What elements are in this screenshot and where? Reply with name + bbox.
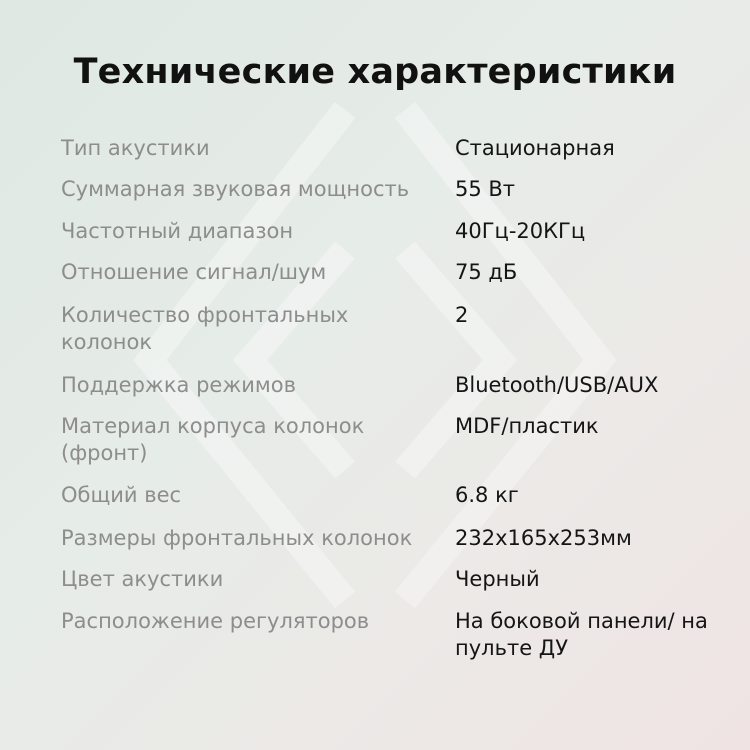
- spec-value: На боковой панели/ на пульте ДУ: [455, 609, 708, 660]
- spec-value: Bluetooth/USB/AUX: [455, 373, 659, 397]
- spec-label: Поддержка режимов: [61, 373, 296, 397]
- spec-value: 232x165x253мм: [455, 526, 632, 550]
- spec-value: 40Гц-20КГц: [455, 219, 586, 243]
- spec-label: Частотный диапазон: [61, 219, 294, 243]
- spec-value: Стационарная: [455, 136, 615, 160]
- spec-label: Тип акустики: [61, 136, 210, 160]
- spec-value: 55 Вт: [455, 177, 516, 201]
- spec-label: Общий вес: [61, 483, 182, 507]
- page-title: Технические характеристики: [73, 52, 677, 92]
- spec-label: Отношение сигнал/шум: [61, 260, 327, 284]
- spec-label: Размеры фронтальных колонок: [61, 526, 413, 550]
- spec-label: Расположение регуляторов: [61, 609, 370, 633]
- spec-label: Цвет акустики: [61, 567, 224, 591]
- spec-value: MDF/пластик: [455, 414, 599, 438]
- spec-label: Материал корпуса колонок (фронт): [61, 414, 365, 465]
- spec-value: 6.8 кг: [455, 483, 519, 507]
- spec-value: Черный: [455, 567, 540, 591]
- spec-value: 2: [455, 303, 469, 327]
- spec-label: Количество фронтальных колонок: [61, 303, 349, 354]
- spec-value: 75 дБ: [455, 260, 518, 284]
- spec-label: Суммарная звуковая мощность: [61, 177, 410, 201]
